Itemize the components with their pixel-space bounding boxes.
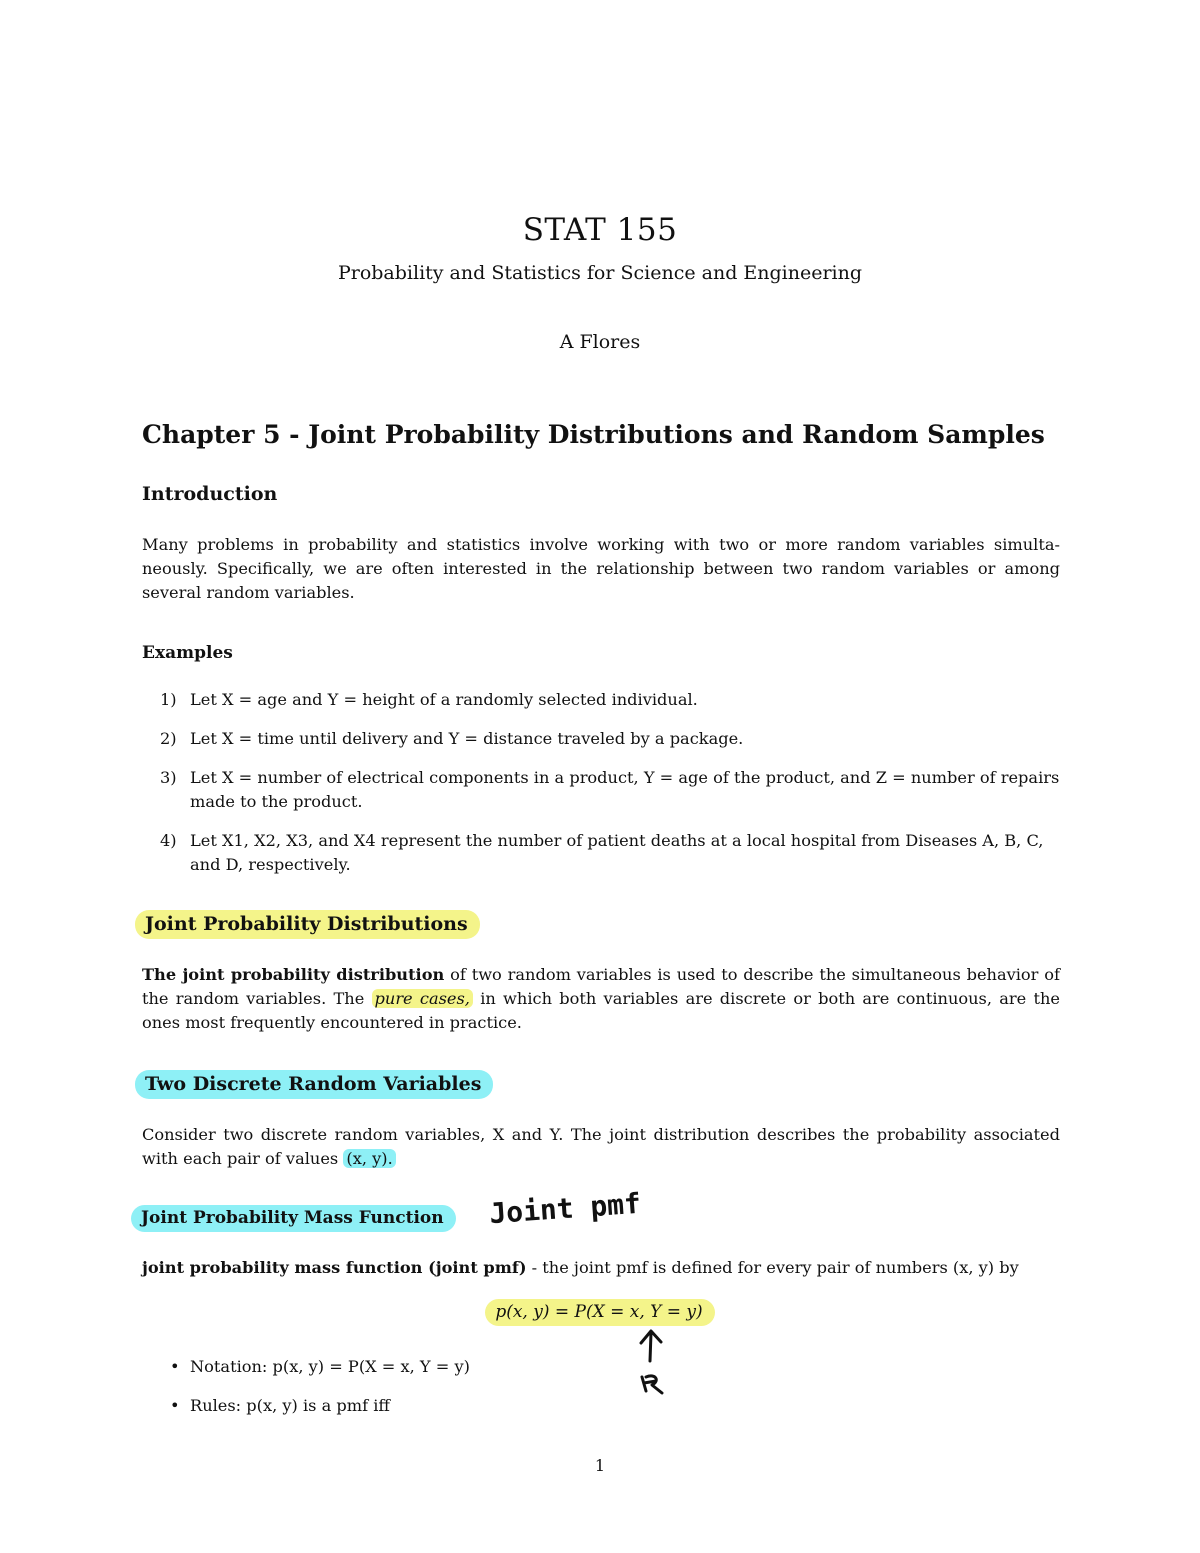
examples-list [160, 688, 1060, 892]
course-subtitle: Probability and Statistics for Science and Engineering [337, 262, 863, 284]
highlighted-heading: Joint Probability Distributions [135, 910, 480, 939]
highlighted-phrase: (x, y). [343, 1149, 395, 1168]
highlighted-heading: Joint Probability Mass Function [131, 1205, 456, 1232]
list-item [160, 688, 1060, 712]
two-discrete-heading [135, 1073, 493, 1095]
highlighted-formula: p(x, y) = P(X = x, Y = y) [485, 1299, 714, 1326]
handwritten-note [485, 1180, 645, 1230]
joint-pmf-formula [0, 1302, 1200, 1322]
paragraph-text: - the joint pmf is defined for every pair of numbers (x, y) by [526, 1258, 1019, 1277]
joint-distributions-heading [135, 913, 480, 935]
paragraph-text: Consider two discrete random variables, X and Y. The joint distribution describes the probability associated with each pair of values [142, 1125, 1060, 1168]
course-title: STAT 155 [522, 212, 678, 248]
bold-term: The joint probability distribution [142, 965, 445, 984]
list-item-number: 1) [160, 690, 177, 709]
list-item-number: 3) [160, 768, 177, 787]
list-item [160, 766, 1060, 814]
list-item: • Rules: p(x, y) is a pmf iff [170, 1394, 470, 1418]
list-item-text: Let X1, X2, X3, and X4 represent the number of patient deaths at a local hospital from Diseases A, B, C, and D, respectively. [190, 831, 1044, 874]
list-item-text: Let X = number of electrical components in a product, Y = age of the product, and Z = number of repairs made to the product. [190, 768, 1060, 811]
paragraph-text: in which both variables are discrete or both are continuous, are the ones most frequently encountered in practice. [142, 989, 1060, 1032]
list-item-number: 2) [160, 729, 177, 748]
joint-distributions-paragraph [142, 963, 1060, 1035]
handwritten-note-text: Joint pmf [488, 1186, 642, 1230]
list-item: • Notation: p(x, y) = P(X = x, Y = y) [170, 1355, 470, 1379]
list-item [160, 829, 1060, 877]
chapter-title: Chapter 5 - Joint Probability Distributions and Random Samples [142, 420, 1045, 449]
introduction-heading: Introduction [142, 483, 278, 505]
joint-pmf-bullets [170, 1355, 470, 1433]
list-item-text: Let X = time until delivery and Y = distance traveled by a package. [190, 729, 744, 748]
highlighted-heading: Two Discrete Random Variables [135, 1070, 493, 1099]
paragraph-text: of two random variables is used to describe the simultaneous behavior of the random variables. The [142, 965, 1060, 1008]
author: A Flores [559, 331, 641, 353]
handwritten-arrow-icon [632, 1325, 672, 1397]
two-discrete-paragraph [142, 1123, 1060, 1171]
joint-pmf-heading [131, 1208, 456, 1228]
examples-heading: Examples [142, 643, 233, 663]
list-item [160, 727, 1060, 751]
bold-term: joint probability mass function (joint pmf) [142, 1258, 527, 1277]
highlighted-phrase: pure cases, [372, 989, 473, 1008]
page-number: 1 [594, 1456, 606, 1475]
list-item-text: Let X = age and Y = height of a randomly selected individual. [190, 690, 698, 709]
introduction-paragraph: Many problems in probability and statistics involve working with two or more random variables simulta-neously. Specifically, we are often interested in the relationship between two random variables or among several random variables. [142, 535, 1060, 602]
list-item-number: 4) [160, 831, 177, 850]
joint-pmf-definition [142, 1256, 1060, 1280]
